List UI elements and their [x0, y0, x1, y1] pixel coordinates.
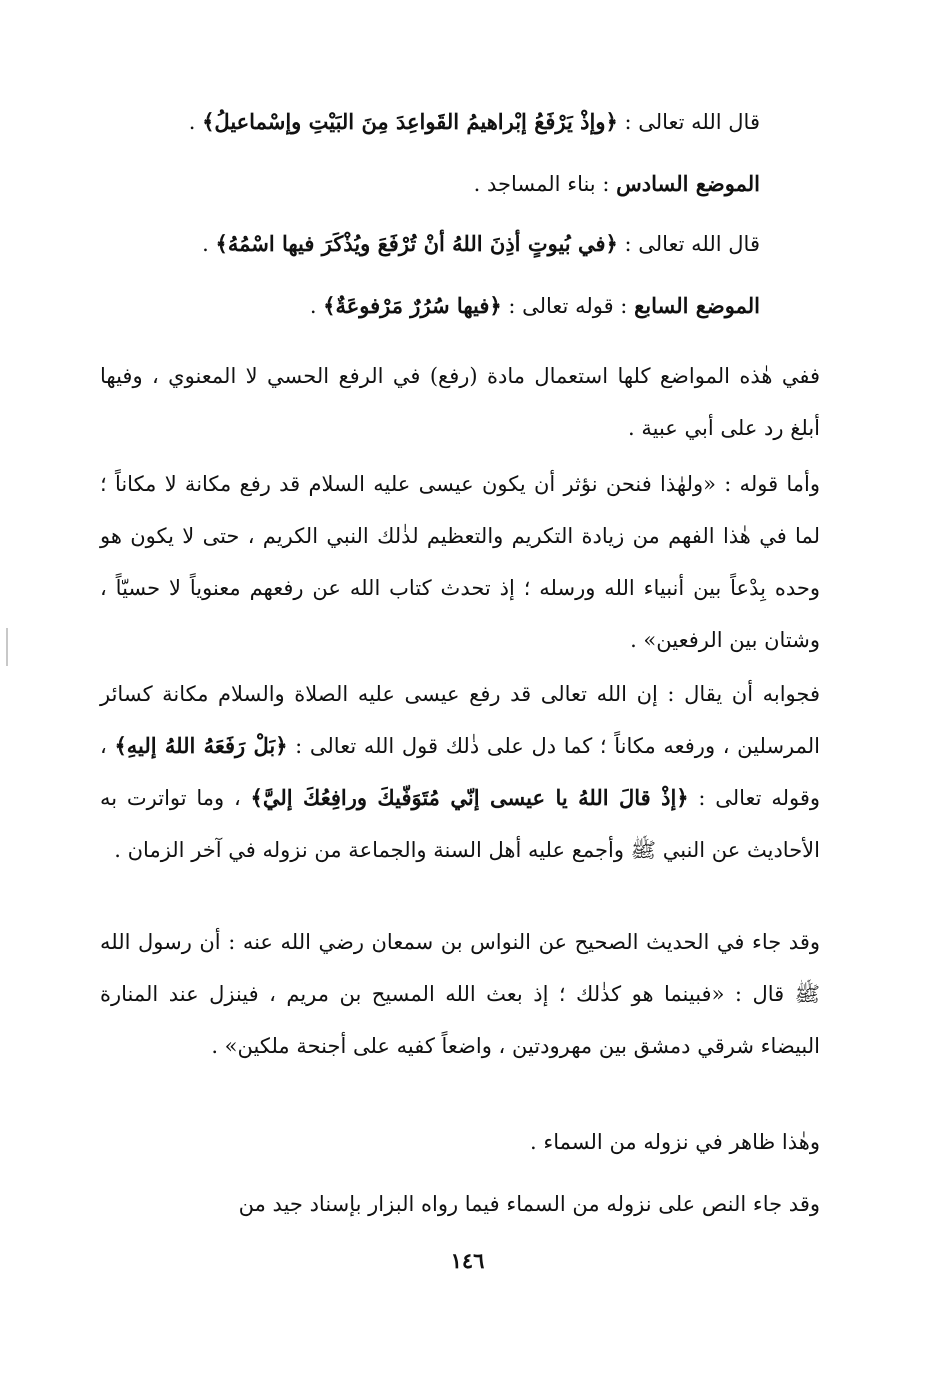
heading-label-6: الموضع السادس — [616, 171, 760, 196]
section-heading-7 — [100, 280, 760, 332]
line-1-suffix: . — [188, 110, 203, 134]
paragraph-2: وأما قوله : «ولهٰذا فنحن نؤثر أن يكون عيسى عليه السلام قد رفع مكانة لا مكاناً ؛ لما في هٰذا الفهم من زيادة التكريم والتعظيم لذٰلك النبي الكريم ، حتى لا يكون هو وحده بِدْعاً بين أنبياء الله ورسله ؛ إذ تحدث كتاب الله عن رفعهم معنوياً لا حسيّاً ، وشتان بين الرفعين» . — [100, 472, 820, 652]
line-3-prefix: قال الله تعالى : — [617, 232, 760, 256]
text-line-3 — [100, 218, 760, 270]
paragraph-3 — [100, 668, 820, 876]
quran-verse-5: ﴿إذْ قالَ اللهُ يا عيسى إنّي مُتَوَفّيكَ ورافِعُكَ إليَّ﴾ — [250, 785, 689, 810]
line-3-suffix: . — [202, 232, 216, 256]
paragraph-4: وقد جاء في الحديث الصحيح عن النواس بن سمعان رضي الله عنه : أن رسول الله ﷺ قال : «فبينما هو كذٰلك ؛ إذ بعث الله المسيح بن مريم ، فينزل عند المنارة البيضاء شرقي دمشق بين مهرودتين ، واضعاً كفيه على أجنحة ملكين» . — [100, 930, 820, 1058]
line-4-suffix: . — [309, 294, 324, 318]
quran-verse-4: ﴿بَلْ رَفَعَهُ اللهُ إليهِ﴾ — [114, 733, 288, 758]
paragraph-3-part-1: فجوابه أن يقال : إن الله تعالى قد رفع عيسى عليه الصلاة والسلام مكانة كسائر المرسلين ، ورفعه مكاناً ؛ كما دل على ذٰلك قول الله تعالى : — [100, 682, 821, 758]
heading-label-7: الموضع السابع — [634, 293, 760, 318]
line-1-prefix: قال الله تعالى : — [617, 110, 760, 134]
section-heading-6 — [100, 158, 760, 210]
paragraph-6: وقد جاء النص على نزوله من السماء فيما رواه البزار بإسناد جيد من — [238, 1192, 820, 1216]
paragraph-3-part-3: ، وما تواترت به الأحاديث عن النبي ﷺ وأجمع عليه أهل السنة والجماعة من نزوله في آخر الزمان . — [100, 786, 820, 862]
page-number: ١٤٦ — [450, 1248, 485, 1273]
text-line-1 — [100, 96, 760, 148]
heading-text-6: : بناء المساجد . — [473, 172, 610, 196]
margin-mark — [6, 628, 8, 666]
quran-verse-1: ﴿وإذْ يَرْفَعُ إبْراهيمُ القَواعِدَ مِنَ البَيْتِ وإسْماعيلُ﴾ — [202, 109, 618, 134]
quran-verse-3: ﴿فيها سُرُرٌ مَرْفوعَةٌ﴾ — [323, 293, 502, 318]
paragraph-5: وهٰذا ظاهر في نزوله من السماء . — [530, 1130, 820, 1154]
heading-text-7: : قوله تعالى : — [501, 294, 628, 318]
paragraph-3-part-2: ، وقوله تعالى : — [100, 734, 820, 810]
quran-verse-2: ﴿في بُيوتٍ أذِنَ اللهُ أنْ تُرْفَعَ ويُذْكَرَ فيها اسْمُهُ﴾ — [215, 231, 618, 256]
paragraph-1: ففي هٰذه المواضع كلها استعمال مادة (رفع) في الرفع الحسي لا المعنوي ، وفيها أبلغ رد على أبي عبية . — [100, 364, 820, 440]
